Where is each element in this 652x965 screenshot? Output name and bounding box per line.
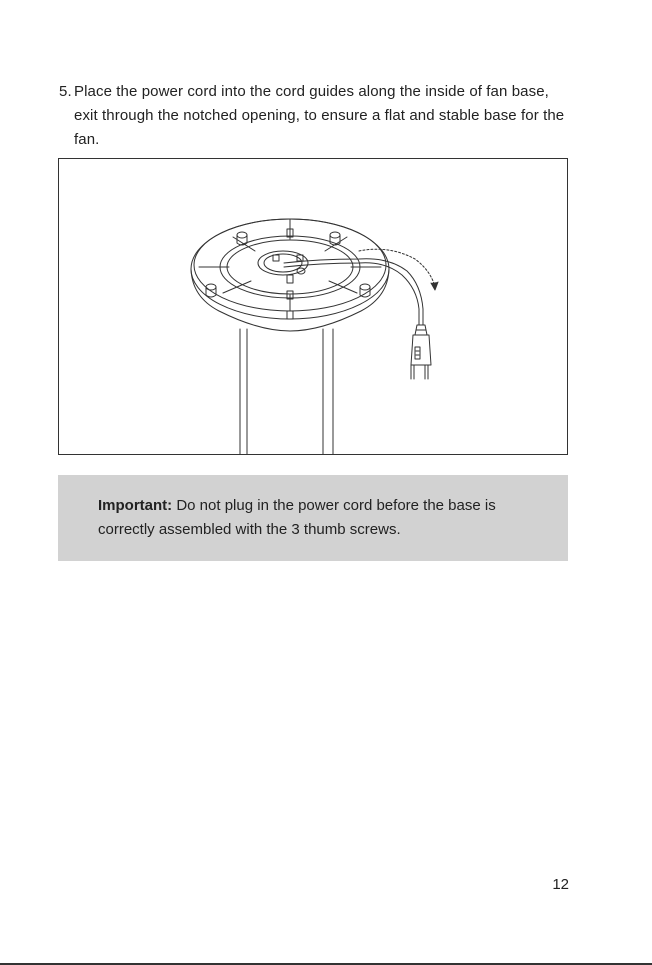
instruction-step xyxy=(59,80,569,152)
page-number: 12 xyxy=(552,876,569,893)
step-number: 5. xyxy=(59,83,72,100)
step-text: Place the power cord into the cord guides along the inside of fan base, exit through the notched opening, to ensure a flat and stable base for the fan. xyxy=(74,83,565,148)
fan-base-cord-drawing xyxy=(59,159,567,454)
routing-arrow xyxy=(359,249,438,290)
fan-pole xyxy=(240,329,333,454)
assembly-illustration xyxy=(58,158,568,455)
note-label: Important: xyxy=(98,497,173,514)
important-note xyxy=(58,475,568,561)
fan-base xyxy=(191,219,389,331)
note-text: Do not plug in the power cord before the base is correctly assembled with the 3 thumb screws. xyxy=(98,497,496,538)
plug-illustration xyxy=(411,335,431,379)
screw-posts xyxy=(206,232,370,297)
